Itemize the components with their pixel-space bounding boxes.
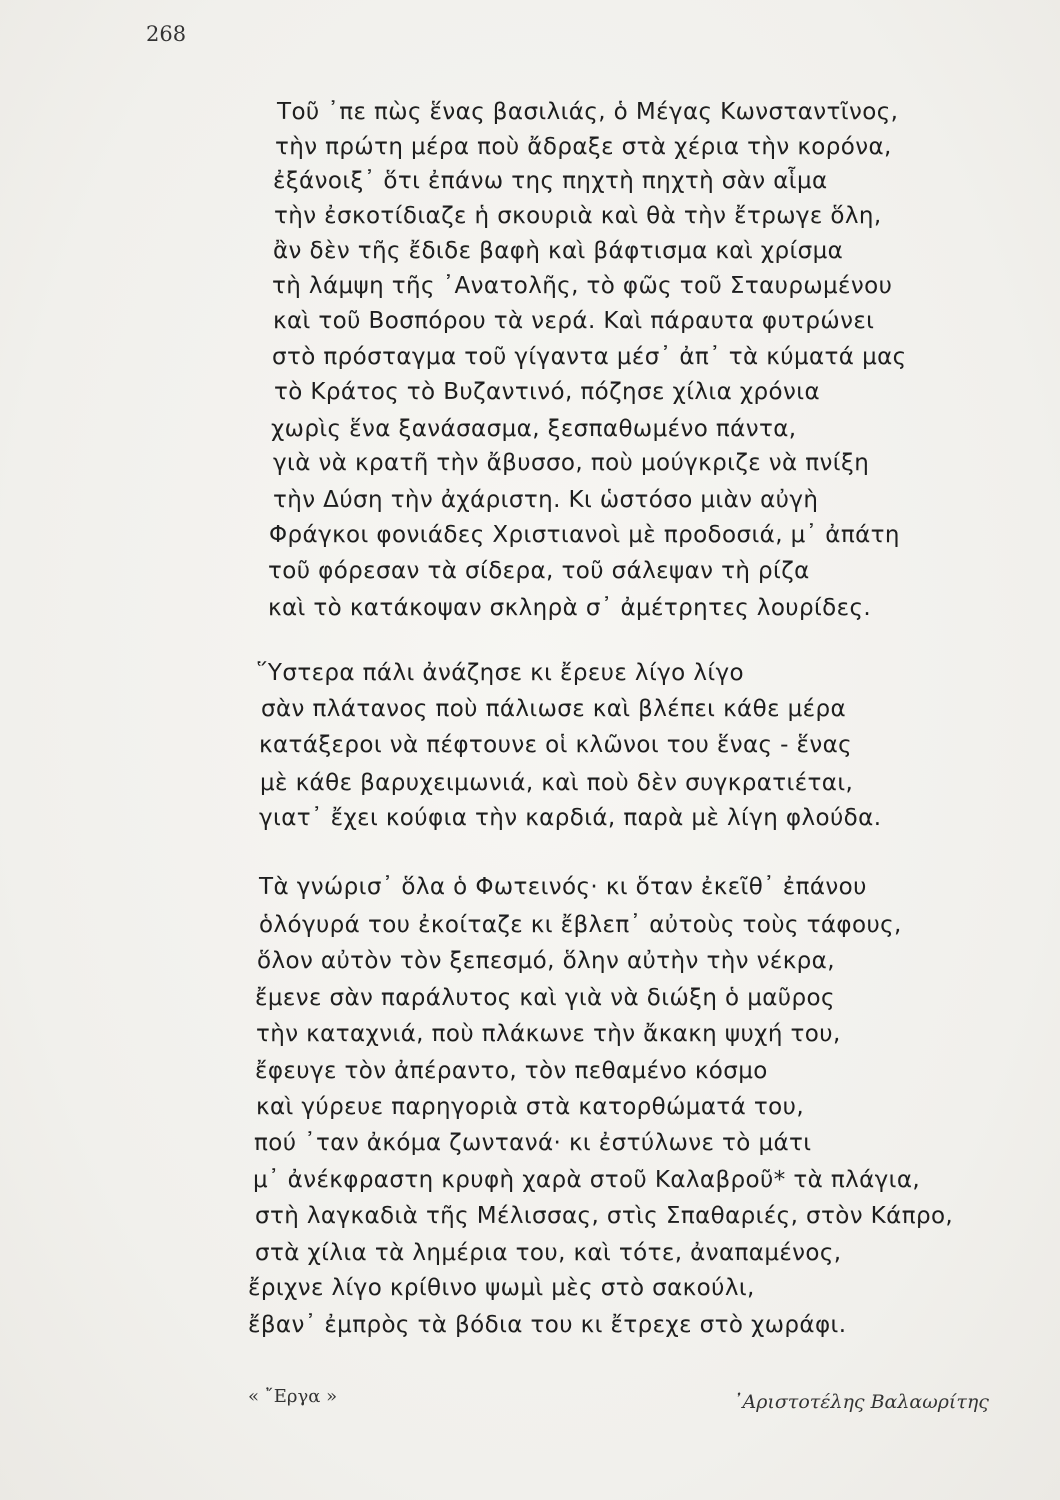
poem-line: καὶ τὸ κατάκοψαν σκληρὰ σ᾿ ἀμέτρητες λουρίδες. — [268, 595, 872, 621]
poem-line: τὴν καταχνιά, ποὺ πλάκωνε τὴν ἄκακη ψυχή του, — [256, 1021, 841, 1047]
poem-line: τοῦ φόρεσαν τὰ σίδερα, τοῦ σάλεψαν τὴ ρίζα — [268, 558, 810, 584]
poem-line: ῞Υστερα πάλι ἀνάζησε κι ἔρευε λίγο λίγο — [256, 660, 744, 686]
poem-line: τὴ λάμψη τῆς ᾿Ανατολῆς, τὸ φῶς τοῦ Σταυρωμένου — [272, 273, 893, 299]
poem-line: τὴν πρώτη μέρα ποὺ ἄδραξε στὰ χέρια τὴν κορόνα, — [275, 134, 892, 160]
poem-line: ἔριχνε λίγο κρίθινο ψωμὶ μὲς στὸ σακούλι, — [248, 1275, 755, 1301]
poem-line: στὰ χίλια τὰ λημέρια του, καὶ τότε, ἀναπαμένος, — [255, 1240, 842, 1266]
poem-line: Τοῦ ᾿πε πὼς ἕνας βασιλιάς, ὁ Μέγας Κωνσταντῖνος, — [277, 99, 899, 125]
poem-line: μὲ κάθε βαρυχειμωνιά, καὶ ποὺ δὲν συγκρατιέται, — [260, 770, 854, 796]
page-number: 268 — [146, 22, 187, 46]
poem-line: τὴν Δύση τὴν ἀχάριστη. Κι ὡστόσο μιὰν αὐγὴ — [273, 487, 819, 513]
poem-line: στὴ λαγκαδιὰ τῆς Μέλισσας, στὶς Σπαθαριές, στὸν Κάπρο, — [255, 1203, 954, 1229]
poem-line: κατάξεροι νὰ πέφτουνε οἱ κλῶνοι του ἕνας - ἕνας — [259, 732, 853, 758]
poem-line: ἐξάνοιξ᾿ ὅτι ἐπάνω της πηχτὴ πηχτὴ σὰν αἷμα — [273, 168, 828, 194]
poem-line: μ᾿ ἀνέκφραστη κρυφὴ χαρὰ στοῦ Καλαβροῦ* τὰ πλάγια, — [253, 1167, 921, 1193]
poem-line: τὴν ἐσκοτίδιαζε ἡ σκουριὰ καὶ θὰ τὴν ἔτρωγε ὅλη, — [274, 203, 882, 229]
poem-line: ἔβαν᾿ ἐμπρὸς τὰ βόδια του κι ἔτρεχε στὸ χωράφι. — [248, 1312, 847, 1338]
poem-line: γιὰ νὰ κρατῆ τὴν ἄβυσσο, ποὺ μούγκριζε νὰ πνίξη — [273, 450, 870, 476]
poem-line: ὅλον αὐτὸν τὸν ξεπεσμό, ὅλην αὐτὴν τὴν νέκρα, — [257, 948, 835, 974]
author-name: ᾿Αριστοτέλης Βαλαωρίτης — [733, 1391, 989, 1413]
poem-line: χωρὶς ἕνα ξανάσασμα, ξεσπαθωμένο πάντα, — [271, 416, 797, 442]
source-citation: « ῎Εργα » — [248, 1386, 338, 1407]
poem-line: ἔφευγε τὸν ἀπέραντο, τὸν πεθαμένο κόσμο — [255, 1058, 768, 1084]
poem-line: ἔμενε σὰν παράλυτος καὶ γιὰ νὰ διώξη ὁ μαῦρος — [255, 985, 835, 1011]
poem-line: ὁλόγυρά του ἐκοίταζε κι ἔβλεπ᾿ αὐτοὺς τοὺς τάφους, — [259, 912, 902, 938]
poem-line: τὸ Κράτος τὸ Βυζαντινό, πόζησε χίλια χρόνια — [274, 379, 821, 405]
poem-line: στὸ πρόσταγμα τοῦ γίγαντα μέσ᾿ ἀπ᾿ τὰ κύματά μας — [272, 344, 907, 370]
poem-line: καὶ τοῦ Βοσπόρου τὰ νερά. Καὶ πάραυτα φυτρώνει — [273, 308, 875, 334]
poem-line: γιατ᾿ ἔχει κούφια τὴν καρδιά, παρὰ μὲ λίγη φλούδα. — [259, 805, 882, 831]
poem-line: καὶ γύρευε παρηγοριὰ στὰ κατορθώματά του, — [256, 1094, 805, 1120]
poem-line: Φράγκοι φονιάδες Χριστιανοὶ μὲ προδοσιά, μ᾿ ἀπάτη — [269, 522, 900, 548]
poem-line: πού ᾿ταν ἀκόμα ζωντανά· κι ἐστύλωνε τὸ μάτι — [254, 1130, 812, 1156]
poem-line: Τὰ γνώρισ᾿ ὅλα ὁ Φωτεινός· κι ὅταν ἐκεῖθ᾿ ἐπάνου — [259, 874, 867, 900]
poem-line: σὰν πλάτανος ποὺ πάλιωσε καὶ βλέπει κάθε μέρα — [261, 696, 847, 722]
poem-line: ἂν δὲν τῆς ἔδιδε βαφὴ καὶ βάφτισμα καὶ χρίσμα — [273, 238, 844, 264]
